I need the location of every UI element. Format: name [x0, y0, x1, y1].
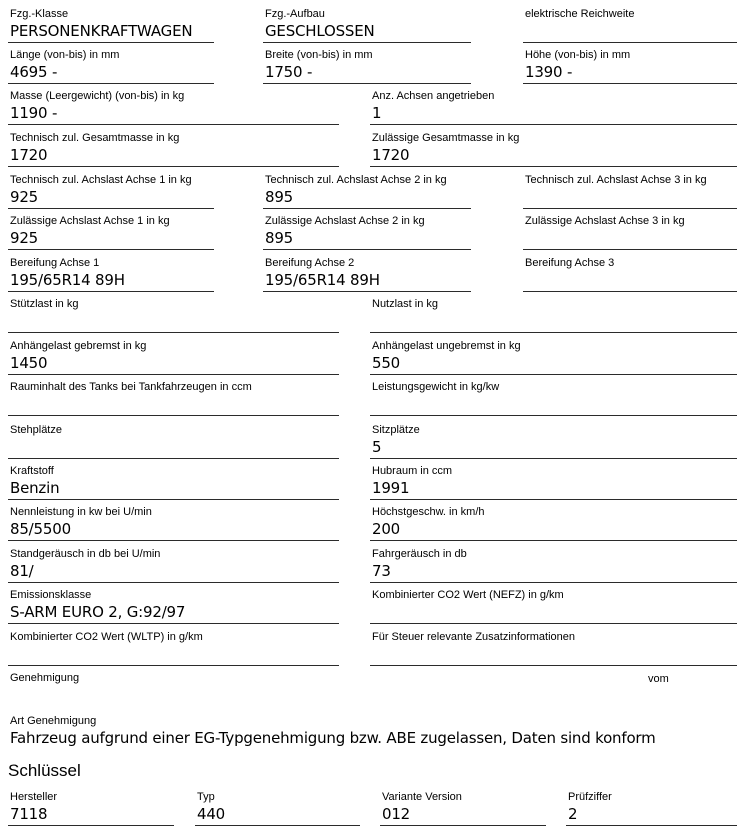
- field-label: Art Genehmigung: [10, 715, 97, 727]
- field-value: 200: [372, 520, 401, 538]
- field-value: 73: [372, 562, 391, 580]
- field-hoechstgeschwindigkeit: [370, 506, 737, 541]
- field-value: 1720: [372, 146, 410, 164]
- field-label: Technisch zul. Achslast Achse 1 in kg: [10, 174, 192, 186]
- field-achsen-angetrieben: [370, 90, 737, 125]
- field-value: 5: [372, 438, 382, 456]
- field-label: Technisch zul. Gesamtmasse in kg: [10, 132, 180, 144]
- field-label: Hersteller: [10, 791, 58, 803]
- field-art-genehmigung: [8, 715, 737, 749]
- field-label: Anhängelast gebremst in kg: [10, 340, 147, 352]
- field-label: Kombinierter CO2 Wert (WLTP) in g/km: [10, 631, 203, 643]
- field-elektrische-reichweite: [523, 8, 737, 43]
- field-label: Anhängelast ungebremst in kg: [372, 340, 521, 352]
- field-label: Rauminhalt des Tanks bei Tankfahrzeugen in ccm: [10, 381, 252, 393]
- field-value: 195/65R14 89H: [265, 271, 380, 289]
- field-value: 895: [265, 188, 294, 206]
- field-tech-gesamtmasse: [8, 132, 339, 167]
- field-label: Sitzplätze: [372, 424, 420, 436]
- field-zul-gesamtmasse: [370, 132, 737, 167]
- field-label: Bereifung Achse 1: [10, 257, 100, 269]
- field-label: Typ: [197, 791, 215, 803]
- field-label: Technisch zul. Achslast Achse 3 in kg: [525, 174, 707, 186]
- field-co2-wltp: [8, 631, 339, 666]
- field-label: Standgeräusch in db bei U/min: [10, 548, 161, 560]
- field-zul-achslast-2: [263, 215, 471, 250]
- field-hubraum: [370, 465, 737, 500]
- vom-label: vom: [648, 673, 669, 685]
- field-anhaengelast-ungebremst: [370, 340, 737, 375]
- field-value: 012: [382, 805, 411, 823]
- field-leistungsgewicht: [370, 381, 737, 416]
- field-typ: [195, 791, 360, 826]
- field-laenge: [8, 49, 214, 84]
- field-value: 1750 -: [265, 63, 313, 81]
- field-breite: [263, 49, 471, 84]
- field-label: Höhe (von-bis) in mm: [525, 49, 631, 61]
- field-steuer-zusatzinfo: [370, 631, 737, 666]
- field-label: Leistungsgewicht in kg/kw: [372, 381, 500, 393]
- field-value: 440: [197, 805, 226, 823]
- field-label: Zulässige Achslast Achse 3 in kg: [525, 215, 685, 227]
- field-standgeraeusch: [8, 548, 339, 583]
- field-co2-nefz: [370, 589, 737, 624]
- field-label: Stützlast in kg: [10, 298, 79, 310]
- field-value: S-ARM EURO 2, G:92/97: [10, 603, 186, 621]
- field-label: Anz. Achsen angetrieben: [372, 90, 495, 102]
- field-nennleistung: [8, 506, 339, 541]
- field-value: 4695 -: [10, 63, 58, 81]
- field-label: Hubraum in ccm: [372, 465, 453, 477]
- field-value: 895: [265, 229, 294, 247]
- field-label: Variante Version: [382, 791, 462, 803]
- field-tech-achslast-2: [263, 174, 471, 209]
- field-label: Breite (von-bis) in mm: [265, 49, 373, 61]
- field-zul-achslast-3: [523, 215, 737, 250]
- field-value: 550: [372, 354, 401, 372]
- field-label: Bereifung Achse 2: [265, 257, 355, 269]
- field-fahrgeraeusch: [370, 548, 737, 583]
- field-label: Fahrgeräusch in db: [372, 548, 467, 560]
- field-bereifung-1: [8, 257, 214, 292]
- field-pruefziffer: [566, 791, 737, 826]
- field-value: Benzin: [10, 479, 60, 497]
- field-tech-achslast-3: [523, 174, 737, 209]
- field-value: PERSONENKRAFTWAGEN: [10, 22, 193, 40]
- field-genehmigung: [8, 672, 608, 706]
- field-bereifung-2: [263, 257, 471, 292]
- field-stuetzlast: [8, 298, 339, 333]
- field-value: 1390 -: [525, 63, 573, 81]
- field-value: 85/5500: [10, 520, 71, 538]
- field-label: Prüfziffer: [568, 791, 612, 803]
- field-value: GESCHLOSSEN: [265, 22, 375, 40]
- field-label: Genehmigung: [10, 672, 80, 684]
- field-tech-achslast-1: [8, 174, 214, 209]
- field-anhaengelast-gebremst: [8, 340, 339, 375]
- field-tankinhalt: [8, 381, 339, 416]
- field-label: Fzg.-Klasse: [10, 8, 69, 20]
- field-fzg-klasse: [8, 8, 214, 43]
- field-label: elektrische Reichweite: [525, 8, 635, 20]
- field-value: 7118: [10, 805, 48, 823]
- field-value: 1: [372, 104, 382, 122]
- field-hoehe: [523, 49, 737, 84]
- field-sitzplaetze: [370, 424, 737, 459]
- field-label: Stehplätze: [10, 424, 62, 436]
- field-fzg-aufbau: [263, 8, 471, 43]
- field-label: Länge (von-bis) in mm: [10, 49, 120, 61]
- field-label: Kraftstoff: [10, 465, 54, 477]
- field-label: Bereifung Achse 3: [525, 257, 615, 269]
- field-bereifung-3: [523, 257, 737, 292]
- field-kraftstoff: [8, 465, 339, 500]
- field-label: Für Steuer relevante Zusatzinformationen: [372, 631, 575, 643]
- field-label: Fzg.-Aufbau: [265, 8, 325, 20]
- field-label: Nutzlast in kg: [372, 298, 439, 310]
- field-label: Höchstgeschw. in km/h: [372, 506, 485, 518]
- field-label: Zulässige Achslast Achse 2 in kg: [265, 215, 425, 227]
- field-stehplaetze: [8, 424, 339, 459]
- field-label: Nennleistung in kw bei U/min: [10, 506, 152, 518]
- field-value: 1450: [10, 354, 48, 372]
- field-masse: [8, 90, 339, 125]
- field-hersteller: [8, 791, 174, 826]
- field-value: 1190 -: [10, 104, 58, 122]
- field-zul-achslast-1: [8, 215, 214, 250]
- field-value: 1991: [372, 479, 410, 497]
- field-emissionsklasse: [8, 589, 339, 624]
- field-value: Fahrzeug aufgrund einer EG-Typgenehmigung bzw. ABE zugelassen, Daten sind konform: [10, 729, 656, 747]
- field-label: Zulässige Achslast Achse 1 in kg: [10, 215, 170, 227]
- field-variante-version: [380, 791, 546, 826]
- section-heading-schluessel: Schlüssel: [8, 761, 81, 780]
- field-label: Technisch zul. Achslast Achse 2 in kg: [265, 174, 447, 186]
- field-value: 2: [568, 805, 578, 823]
- field-label: Emissionsklasse: [10, 589, 92, 601]
- field-value: 195/65R14 89H: [10, 271, 125, 289]
- field-label: Masse (Leergewicht) (von-bis) in kg: [10, 90, 185, 102]
- field-value: 81/: [10, 562, 34, 580]
- field-nutzlast: [370, 298, 737, 333]
- field-label: Zulässige Gesamtmasse in kg: [372, 132, 520, 144]
- field-value: 925: [10, 188, 39, 206]
- field-label: Kombinierter CO2 Wert (NEFZ) in g/km: [372, 589, 564, 601]
- field-value: 925: [10, 229, 39, 247]
- field-value: 1720: [10, 146, 48, 164]
